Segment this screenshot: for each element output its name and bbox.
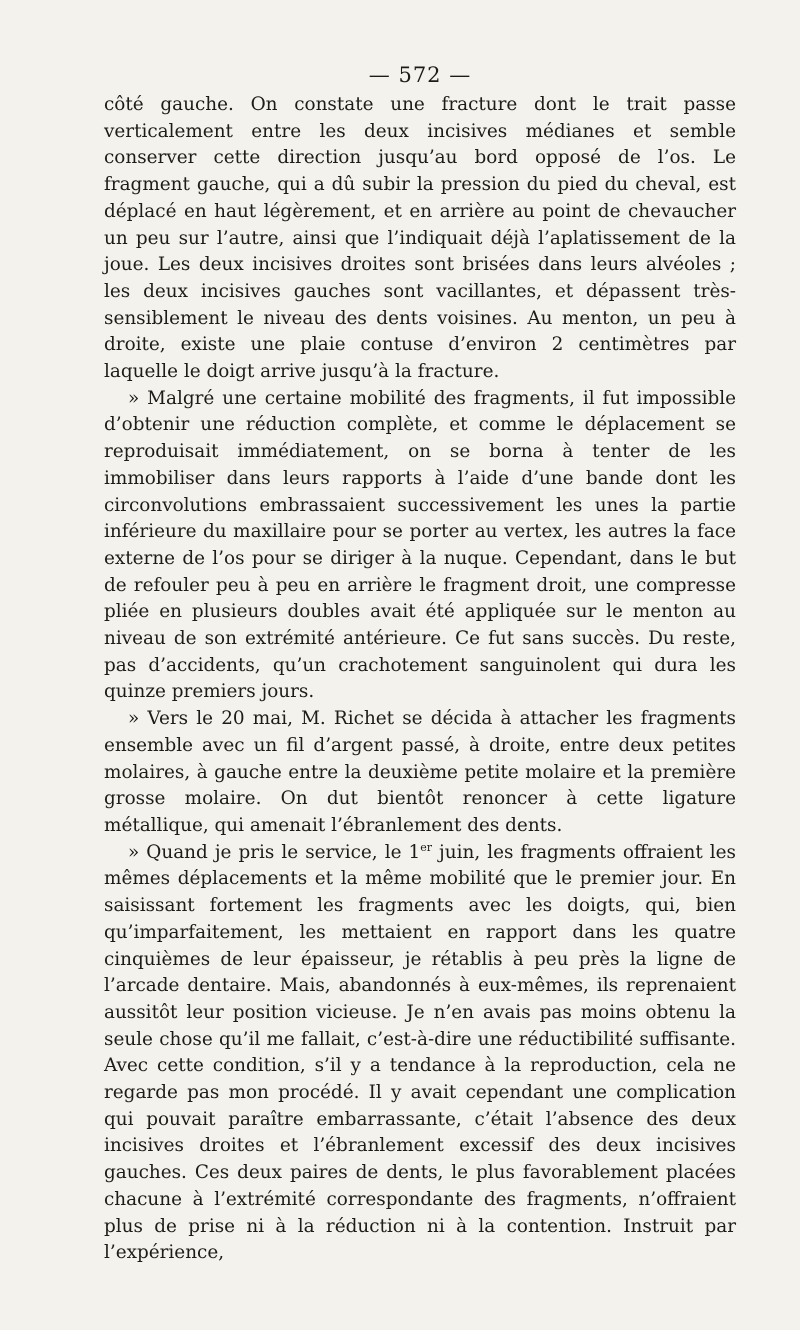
ordinal-superscript: er: [420, 840, 432, 854]
paragraph-2: » Malgré une certaine mobilité des fragments, il fut impossible d’obtenir une réduction complète, et comme le déplacement se reproduisait immédiatement, on se borna à tenter de les immobiliser dans leurs rapports à l’aide d’une bande dont les circonvolutions embrassaient successivement les unes la partie inférieure du maxillaire pour se porter au vertex, les autres la face externe de l’os pour se diriger à la nuque. Cependant, dans le but de refouler peu à peu en arrière le fragment droit, une compresse pliée en plusieurs doubles avait été appliquée sur le menton au niveau de son extrémité antérieure. Ce fut sans succès. Du reste, pas d’accidents, qu’un crachotement sanguinolent qui dura les quinze premiers jours.: [104, 387, 736, 703]
body-text: [104, 92, 736, 1267]
page-number: — 572 —: [368, 63, 472, 87]
paragraph-3: » Vers le 20 mai, M. Richet se décida à attacher les fragments ensemble avec un fil d’argent passé, à droite, entre deux petites molaires, à gauche entre la deuxième petite molaire et la première grosse molaire. On dut bientôt renoncer à cette ligature métallique, qui amenait l’ébranlement des dents.: [104, 708, 736, 836]
paragraph-4-rest: juin, les fragments offraient les mêmes déplacements et la même mobilité que le premier jour. En saisissant fortement les fragments avec les doigts, qui, bien qu’imparfaitement, les mettaient en rapport dans les quatre cinquièmes de leur épaisseur, je rétablis à peu près la ligne de l’arcade dentaire. Mais, abandonnés à eux-mêmes, ils reprenaient aussitôt leur position vicieuse. Je n’en avais pas moins obtenu la seule chose qu’il me fallait, c’est-à-dire une réductibilité suffisante. Avec cette condition, s’il y a tendance à la reproduction, cela ne regarde pas mon procédé. Il y avait cependant une complication qui pouvait paraître embarrassante, c’était l’absence des deux incisives droites et l’ébranlement excessif des deux incisives gauches. Ces deux paires de dents, le plus favorablement placées chacune à l’extrémité correspondante des fragments, n’offraient plus de prise ni à la réduction ni à la contention. Instruit par l’expérience,: [104, 841, 736, 1264]
paragraph-1: côté gauche. On constate une fracture dont le trait passe verticalement entre les deux incisives médianes et semble conserver cette direction jusqu’au bord opposé de l’os. Le fragment gauche, qui a dû subir la pression du pied du cheval, est déplacé en haut légèrement, et en arrière au point de chevaucher un peu sur l’autre, ainsi que l’indiquait déjà l’aplatissement de la joue. Les deux incisives droites sont brisées dans leurs alvéoles ; les deux incisives gauches sont vacillantes, et dépassent très-sensiblement le niveau des dents voisines. Au menton, un peu à droite, existe une plaie contuse d’environ 2 centimètres par laquelle le doigt arrive jusqu’à la fracture.: [104, 94, 736, 383]
paragraph-4: [104, 840, 736, 1267]
paragraph-4-start: » Quand je pris le service, le 1: [128, 841, 421, 863]
